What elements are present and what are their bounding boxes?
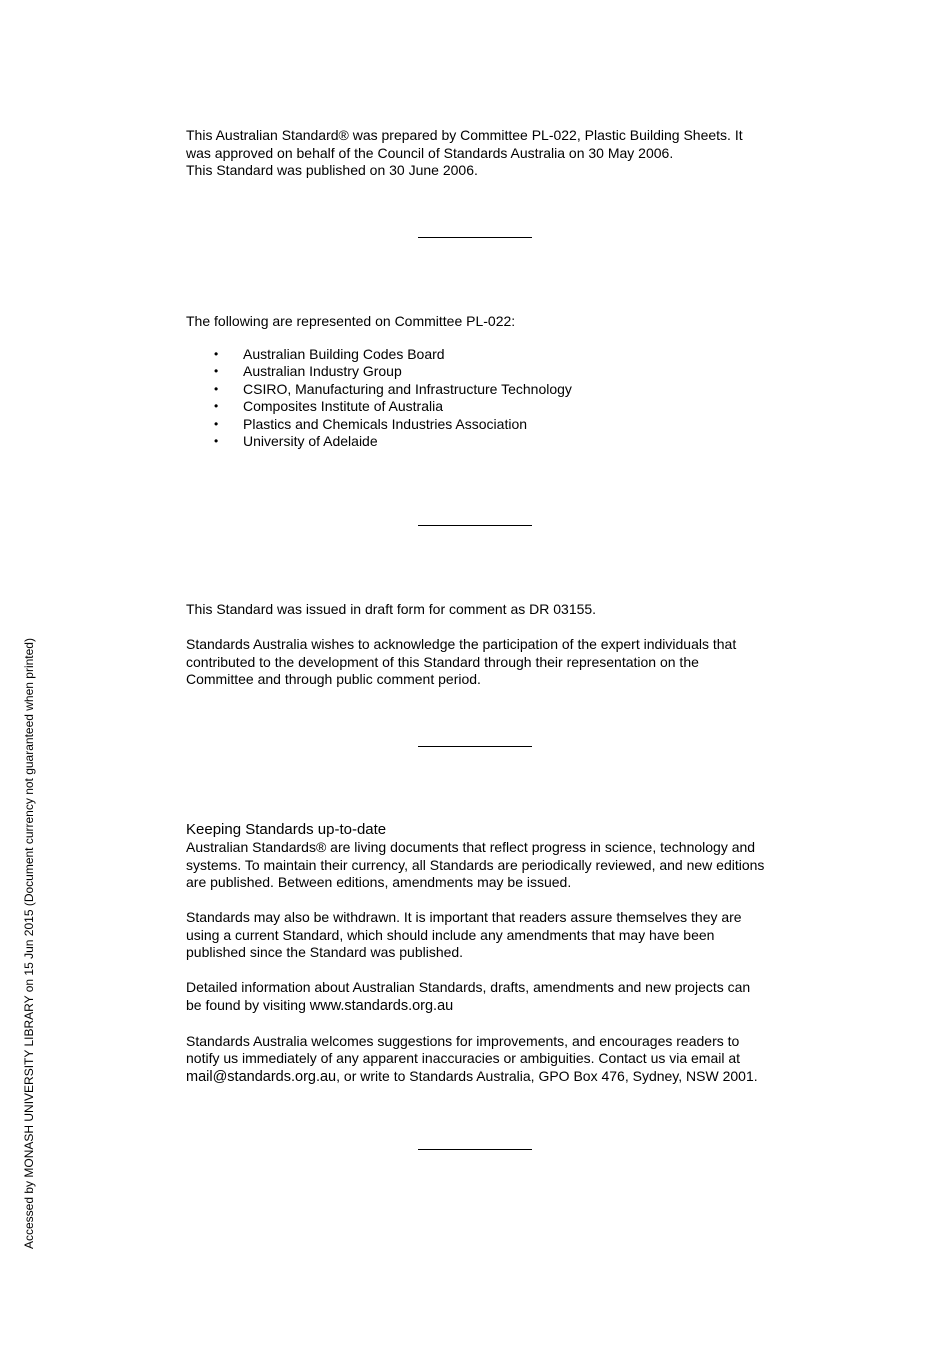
bullet-icon: •	[214, 434, 219, 448]
committee-member-name: Composites Institute of Australia	[243, 398, 443, 414]
committee-member-list	[186, 346, 776, 451]
paragraph-text: , or write to Standards Australia, GPO Box 476, Sydney, NSW 2001.	[336, 1067, 758, 1084]
draft-section	[186, 601, 776, 689]
committee-member-name: Australian Industry Group	[243, 363, 402, 379]
approval-line-2: was approved on behalf of the Council of Standards Australia on 30 May 2006.	[186, 144, 674, 161]
committee-member-name: CSIRO, Manufacturing and Infrastructure Technology	[243, 380, 572, 397]
uptodate-paragraph-4	[186, 1033, 776, 1087]
paragraph-line: Detailed information about Australian Standards, drafts, amendments and new projects can	[186, 979, 751, 995]
section-divider	[418, 746, 532, 747]
bullet-icon: •	[214, 364, 219, 378]
acknowledgement-line-2: contributed to the development of this Standard through their representation on the	[186, 653, 699, 670]
committee-member-name: Plastics and Chemicals Industries Association	[243, 415, 528, 432]
paragraph-line: published since the Standard was published.	[186, 944, 464, 960]
committee-member	[186, 433, 776, 451]
section-divider	[418, 525, 532, 526]
committee-member-name: University of Adelaide	[243, 433, 378, 449]
committee-member	[186, 346, 776, 364]
paragraph-line: using a current Standard, which should include any amendments that may have been	[186, 926, 715, 943]
uptodate-paragraph-3	[186, 979, 776, 1015]
email-link[interactable]: mail@standards.org.au	[186, 1068, 337, 1085]
draft-issued-text: This Standard was issued in draft form for comment as DR 03155.	[186, 601, 597, 617]
acknowledgement-line-1: Standards Australia wishes to acknowledge the participation of the expert individuals that	[186, 636, 737, 652]
committee-member	[186, 398, 776, 416]
committee-member-name: Australian Building Codes Board	[243, 345, 445, 362]
uptodate-paragraph-2	[186, 909, 776, 962]
approval-line-1: This Australian Standard® was prepared by Committee PL-022, Plastic Building Sheets. It	[186, 127, 743, 143]
paragraph-line: Standards Australia welcomes suggestions for improvements, and encourages readers to	[186, 1032, 740, 1049]
bullet-icon: •	[214, 399, 219, 413]
approval-statement	[186, 127, 776, 180]
bullet-icon: •	[214, 416, 219, 431]
committee-intro: The following are represented on Committee PL-022:	[186, 313, 516, 329]
committee-section	[186, 313, 776, 451]
committee-member	[186, 416, 776, 434]
bullet-icon: •	[214, 346, 219, 361]
acknowledgement-line-3: Committee and through public comment period.	[186, 671, 481, 687]
section-divider	[418, 237, 532, 238]
section-divider	[418, 1149, 532, 1150]
committee-member	[186, 363, 776, 381]
uptodate-paragraph-1	[186, 839, 776, 892]
paragraph-line: Standards may also be withdrawn. It is important that readers assure themselves they are	[186, 909, 742, 925]
paragraph-line: Australian Standards® are living documents that reflect progress in science, technology and	[186, 839, 756, 855]
paragraph-line: are published. Between editions, amendments may be issued.	[186, 874, 572, 890]
acknowledgement-paragraph	[186, 636, 776, 689]
website-link[interactable]: www.standards.org.au	[309, 997, 454, 1014]
committee-member	[186, 381, 776, 399]
uptodate-heading: Keeping Standards up-to-date	[186, 821, 387, 838]
paragraph-line	[186, 997, 776, 1016]
approval-line-3: This Standard was published on 30 June 2006.	[186, 162, 478, 178]
access-watermark-text: Accessed by MONASH UNIVERSITY LIBRARY on 15 Jun 2015 (Document currency not guaranteed when printed)	[22, 638, 36, 1249]
paragraph-text: be found by visiting	[186, 996, 310, 1013]
paragraph-line: notify us immediately of any apparent inaccuracies or ambiguities. Contact us via email at	[186, 1050, 741, 1066]
paragraph-line	[186, 1068, 776, 1087]
uptodate-section	[186, 821, 776, 1086]
bullet-icon: •	[214, 381, 219, 396]
paragraph-line: systems. To maintain their currency, all Standards are periodically reviewed, and new editions	[186, 856, 765, 873]
